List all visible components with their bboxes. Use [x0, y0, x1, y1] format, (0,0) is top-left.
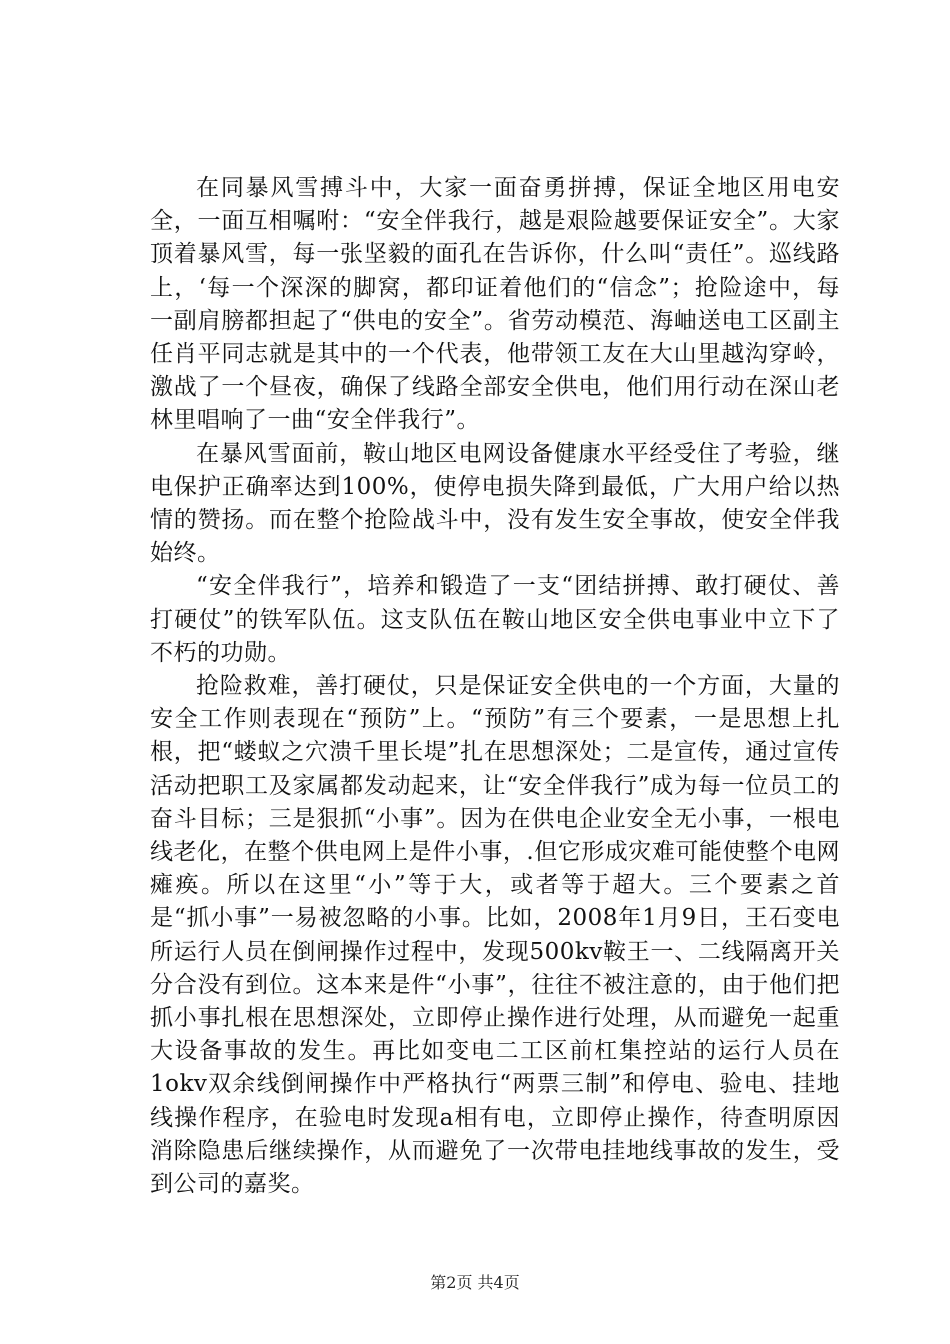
page-number-footer: 第2页 共4页	[430, 1273, 520, 1292]
paragraph-1: 在同暴风雪搏斗中，大家一面奋勇拼搏，保证全地区用电安全，一面互相嘱咐：“安全伴我行，越是艰险越要保证安全”。大家顶着暴风雪，每一张坚毅的面孔在告诉你，什么叫“责任”。巡线路上，‘每一个深深的脚窝，都印证着他们的“信念”；抢险途中，每一副肩膀都担起了“供电的安全”。省劳动模范、海岫送电工区副主任肖平同志就是其中的一个代表，他带领工友在大山里越沟穿岭，激战了一个昼夜，确保了线路全部安全供电，他们用行动在深山老林里唱响了一曲“安全伴我行”。	[150, 175, 840, 434]
document-body	[150, 172, 840, 1201]
paragraph-2: 在暴风雪面前，鞍山地区电网设备健康水平经受住了考验，继电保护正确率达到100%，使停电损失降到最低，广大用户给以热情的赞扬。而在整个抢险战斗中，没有发生安全事故，使安全伴我始终。	[150, 440, 840, 567]
paragraph-3: “安全伴我行”，培养和锻造了一支“团结拼搏、敢打硬仗、善打硬仗”的铁军队伍。这支队伍在鞍山地区安全供电事业中立下了不朽的功勋。	[150, 573, 840, 666]
paragraph-4: 抢险救难，善打硬仗，只是保证安全供电的一个方面，大量的安全工作则表现在“预防”上。“预防”有三个要素，一是思想上扎根，把“蝼蚁之穴溃千里长堤”扎在思想深处；二是宣传，通过宣传活动把职工及家属都发动起来，让“安全伴我行”成为每一位员工的奋斗目标；三是狠抓“小事”。因为在供电企业安全无小事，一根电线老化，在整个供电网上是件小事，.但它形成灾难可能使整个电网瘫痪。所以在这里“小”等于大，或者等于超大。三个要素之首是“抓小事”一易被忽略的小事。比如，2008年1月9日，王石变电所运行人员在倒闸操作过程中，发现500kv鞍王一、二线隔离开关分合没有到位。这本来是件“小事”，往往不被注意的，由于他们把抓小事扎根在思想深处，立即停止操作进行处理，从而避免一起重大设备事故的发生。再比如变电二工区前杠集控站的运行人员在1okv双余线倒闸操作中严格执行“两票三制”和停电、验电、挂地线操作程序，在验电时发现a相有电，立即停止操作，待查明原因消除隐患后继续操作，从而避免了一次带电挂地线事故的发生，受到公司的嘉奖。	[150, 673, 840, 1198]
